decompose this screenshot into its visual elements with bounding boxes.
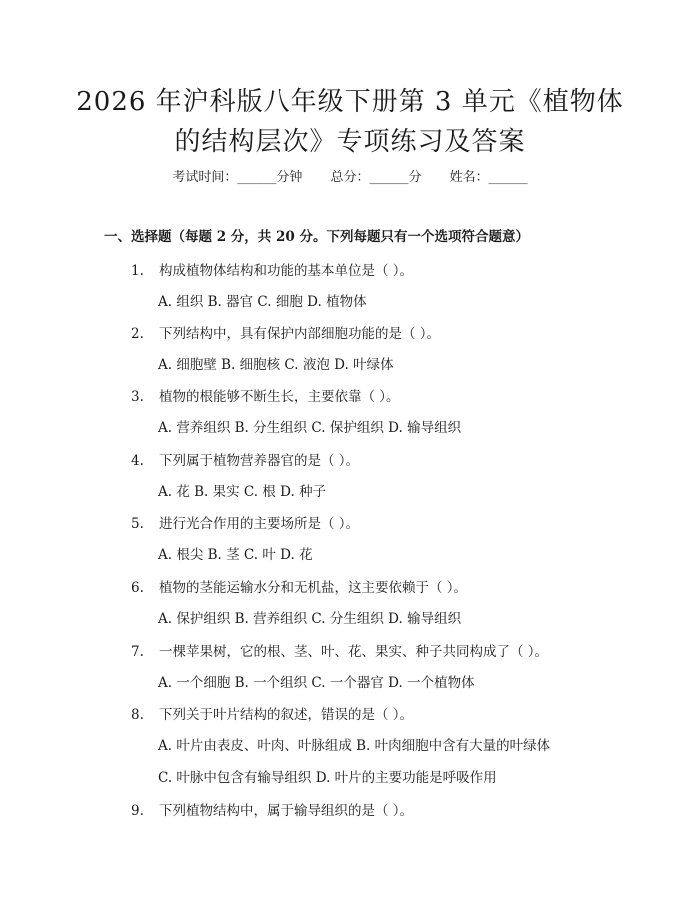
- question-stem: 下列关于叶片结构的叙述，错误的是（ ）。: [159, 707, 414, 723]
- student-name: [450, 168, 528, 188]
- question-number: 7.: [131, 644, 144, 660]
- question-number: 9.: [131, 803, 144, 819]
- score-unit: 分: [408, 170, 422, 185]
- score-label: 总分：: [330, 170, 370, 185]
- question-7-options: A. 一个细胞 B. 一个组织 C. 一个器官 D. 一个植物体: [158, 675, 475, 691]
- question-5-options: A. 根尖 B. 茎 C. 叶 D. 花: [158, 547, 313, 563]
- question-1-options: A. 组织 B. 器官 C. 细胞 D. 植物体: [158, 294, 367, 310]
- question-stem: 进行光合作用的主要场所是（ ）。: [159, 516, 360, 532]
- score-blank: ______: [369, 170, 409, 185]
- question-stem: 下列结构中，具有保护内部细胞功能的是（ ）。: [159, 326, 441, 342]
- question-stem: 下列属于植物营养器官的是（ ）。: [159, 453, 360, 469]
- question-number: 3.: [131, 389, 144, 405]
- question-number: 1.: [131, 263, 144, 279]
- question-stem: 下列植物结构中，属于输导组织的是（ ）。: [159, 803, 414, 819]
- exam-meta: [0, 168, 700, 188]
- question-number: 4.: [131, 453, 144, 469]
- document-title: [60, 82, 640, 162]
- question-stem: 植物的根能够不断生长，主要依靠（ ）。: [159, 389, 400, 405]
- name-blank: ______: [488, 170, 528, 185]
- name-label: 姓名：: [449, 170, 489, 185]
- question-3-options: A. 营养组织 B. 分生组织 C. 保护组织 D. 输导组织: [158, 420, 462, 436]
- exam-time: [172, 168, 302, 188]
- question-number: 8.: [131, 707, 144, 723]
- question-8-options-line-2: C. 叶脉中包含有输导组织 D. 叶片的主要功能是呼吸作用: [158, 770, 497, 786]
- question-stem: 一棵苹果树，它的根、茎、叶、花、果实、种子共同构成了（ ）。: [159, 644, 549, 660]
- section-heading: 一、选择题（每题 2 分，共 20 分。下列每题只有一个选项符合题意）: [104, 229, 529, 245]
- title-line-2: 的结构层次》专项练习及答案: [174, 127, 526, 157]
- question-4-options: A. 花 B. 果实 C. 根 D. 种子: [158, 484, 327, 500]
- question-stem: 植物的茎能运输水分和无机盐，这主要依赖于（ ）。: [159, 580, 468, 596]
- total-score: [330, 168, 421, 188]
- question-2-options: A. 细胞壁 B. 细胞核 C. 液泡 D. 叶绿体: [158, 357, 394, 373]
- time-label: 考试时间：: [172, 170, 238, 185]
- question-number: 2.: [131, 326, 144, 342]
- question-8-options-line-1: A. 叶片由表皮、叶肉、叶脉组成 B. 叶肉细胞中含有大量的叶绿体: [158, 738, 551, 754]
- time-unit: 分钟: [276, 170, 303, 185]
- question-stem: 构成植物体结构和功能的基本单位是（ ）。: [159, 263, 414, 279]
- question-number: 5.: [131, 516, 144, 532]
- question-number: 6.: [131, 580, 144, 596]
- question-6-options: A. 保护组织 B. 营养组织 C. 分生组织 D. 输导组织: [158, 611, 462, 627]
- title-line-1: 2026 年沪科版八年级下册第 3 单元《植物体: [76, 87, 624, 117]
- time-blank: ______: [237, 170, 277, 185]
